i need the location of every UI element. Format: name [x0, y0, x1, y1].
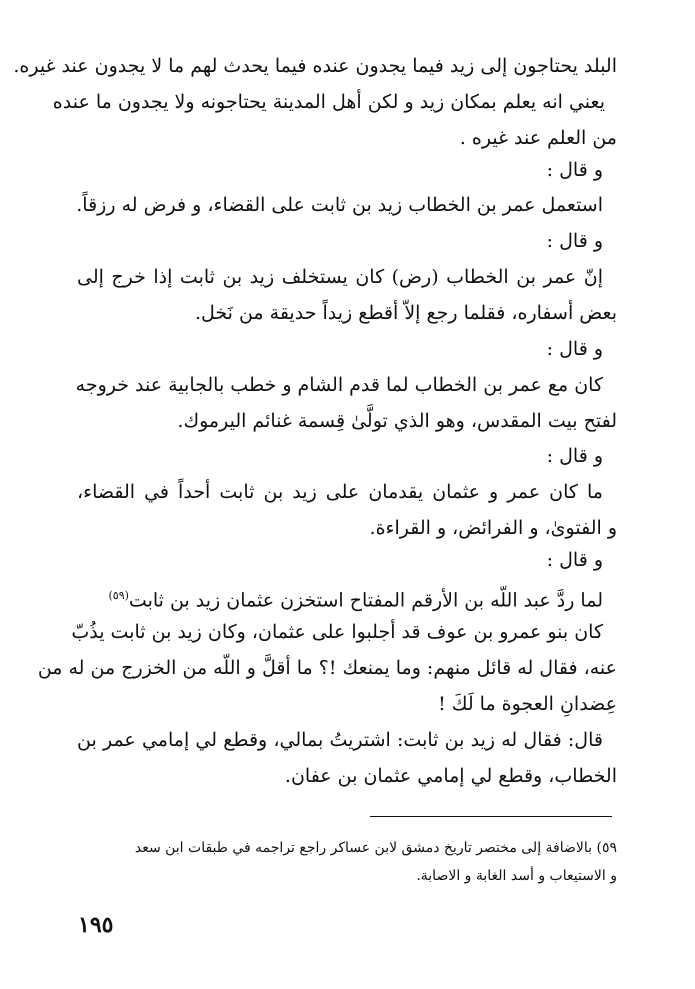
text-line: من العلم عند غيره . [459, 127, 617, 149]
text-line [63, 584, 603, 612]
text-line: كان بنو عمرو بن عوف قد أجلبوا على عثمان، وكان زيد بن ثابت يذُبّ [71, 621, 603, 643]
line-text: لما ردَّ عبد اللّه بن الأرقم المفتاح استخزن عثمان زيد بن ثابت [128, 589, 603, 612]
footnote-line: و الاستيعاب و أسد الغابة و الاصابة. [416, 868, 617, 884]
page-number: ١٩٥ [78, 912, 114, 938]
text-line: البلد يحتاجون إلى زيد فيما يجدون عنده فيما يحدث لهم ما لا يجدون عند غيره. [13, 55, 617, 77]
text-line: لفتح بيت المقدس، وهو الذي تولَّىٰ قِسمة غنائم اليرموك. [177, 410, 617, 432]
text-line: و قال : [546, 338, 603, 360]
text-line: و قال : [546, 549, 603, 571]
text-line: قال: فقال له زيد بن ثابت: اشتريتُ بمالي، وقطع لي إمامي عمر بن [77, 729, 603, 751]
text-line: ما كان عمر و عثمان يقدمان على زيد بن ثابت أحداً في القضاء، [77, 481, 603, 503]
footnote-separator [370, 816, 612, 817]
text-line: و قال : [546, 230, 603, 252]
footnote-reference: (٥٩) [108, 589, 129, 602]
text-line: و قال : [546, 159, 603, 181]
text-line: و قال : [546, 445, 603, 467]
footnote-line: ٥٩) بالاضافة إلى مختصر تاريخ دمشق لابن عساكر راجع تراجمه في طبقات ابن سعد [134, 840, 617, 856]
text-line: إنّ عمر بن الخطاب (رض) كان يستخلف زيد بن ثابت إذا خرج إلى [77, 266, 603, 288]
text-line: عنه، فقال له قائل منهم: وما يمنعك !؟ ما أقلَّ و اللّه من الخزرج من له من [37, 657, 617, 679]
text-line: يعني انه يعلم بمكان زيد و لكن أهل المدينة يحتاجونه ولا يجدون ما عنده [52, 91, 605, 113]
text-line: و الفتوىٰ، و الفرائض، و القراءة. [369, 517, 617, 539]
text-line: الخطاب، وقطع لي إمامي عثمان بن عفان. [284, 765, 617, 787]
text-line: عِضدانِ العجوة ما لَكَ ! [438, 693, 617, 715]
text-line: كان مع عمر بن الخطاب لما قدم الشام و خطب بالجابية عند خروجه [75, 374, 603, 396]
text-line: استعمل عمر بن الخطاب زيد بن ثابت على القضاء، و فرض له رزقاً. [76, 194, 603, 216]
text-line: بعض أسفاره، فقلما رجع إلاّ أقطع زيداً حديقة من نَخل. [194, 302, 617, 324]
